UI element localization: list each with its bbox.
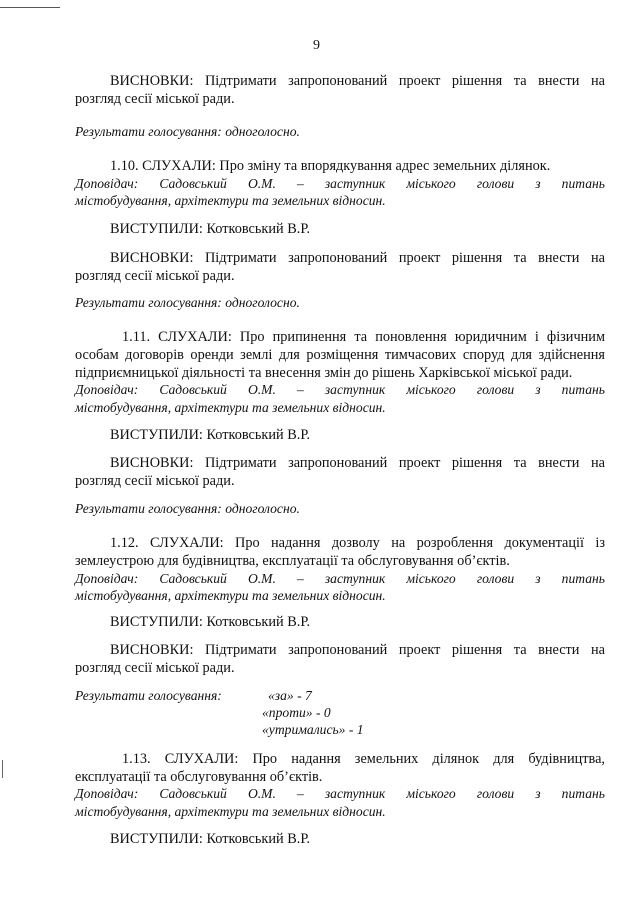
spoke-line: ВИСТУПИЛИ: Котковський В.Р. bbox=[110, 427, 311, 443]
reporter-line: Доповідач: Садовський О.М. – заступник міського голови з питань bbox=[75, 382, 605, 397]
conclusions-line: розгляд сесії міської ради. bbox=[75, 268, 235, 284]
conclusions-line: розгляд сесії міської ради. bbox=[75, 660, 235, 676]
reporter-line: містобудування, архітектури та земельних відносин. bbox=[75, 400, 386, 415]
reporter-line: містобудування, архітектури та земельних відносин. bbox=[75, 588, 386, 603]
vote-for: «за» - 7 bbox=[268, 688, 312, 703]
vote-result: Результати голосування: одноголосно. bbox=[75, 501, 300, 516]
page-number: 9 bbox=[313, 38, 320, 53]
reporter-line: містобудування, архітектури та земельних відносин. bbox=[75, 193, 386, 208]
heard-line: землеустрою для будівництва, експлуатації та обслуговування об’єктів. bbox=[75, 553, 510, 569]
scan-edge-mark bbox=[2, 760, 3, 778]
reporter-line: Доповідач: Садовський О.М. – заступник міського голови з питань bbox=[75, 176, 605, 191]
vote-result: Результати голосування: одноголосно. bbox=[75, 295, 300, 310]
vote-label: Результати голосування: bbox=[75, 688, 222, 703]
heard-line: 1.13. СЛУХАЛИ: Про надання земельних ділянок для будівництва, bbox=[122, 751, 605, 767]
conclusions-line: ВИСНОВКИ: Підтримати запропонований проект рішення та внести на bbox=[110, 250, 605, 266]
conclusions-line: ВИСНОВКИ: Підтримати запропонований проект рішення та внести на bbox=[110, 642, 605, 658]
spoke-line: ВИСТУПИЛИ: Котковський В.Р. bbox=[110, 221, 311, 237]
conclusions-line: розгляд сесії міської ради. bbox=[75, 91, 235, 107]
reporter-line: Доповідач: Садовський О.М. – заступник міського голови з питань bbox=[75, 786, 605, 801]
spoke-line: ВИСТУПИЛИ: Котковський В.Р. bbox=[110, 614, 311, 630]
heard-line: експлуатації та обслуговування об’єктів. bbox=[75, 769, 323, 785]
reporter-line: Доповідач: Садовський О.М. – заступник міського голови з питань bbox=[75, 571, 605, 586]
vote-abstained: «утримались» - 1 bbox=[262, 722, 364, 737]
heard-line: 1.12. СЛУХАЛИ: Про надання дозволу на розроблення документації із bbox=[110, 535, 605, 551]
heard-line: особам договорів оренди землі для розміщення тимчасових споруд для здійснення bbox=[75, 347, 605, 363]
vote-against: «проти» - 0 bbox=[262, 705, 331, 720]
conclusions-line: ВИСНОВКИ: Підтримати запропонований проект рішення та внести на bbox=[110, 73, 605, 89]
conclusions-line: ВИСНОВКИ: Підтримати запропонований проект рішення та внести на bbox=[110, 455, 605, 471]
scan-edge-line bbox=[0, 7, 60, 8]
heard-line: підприємницької діяльності та внесення змін до рішень Харківської міської ради. bbox=[75, 365, 573, 381]
spoke-line: ВИСТУПИЛИ: Котковський В.Р. bbox=[110, 831, 311, 847]
vote-result: Результати голосування: одноголосно. bbox=[75, 124, 300, 139]
reporter-line: містобудування, архітектури та земельних відносин. bbox=[75, 804, 386, 819]
conclusions-line: розгляд сесії міської ради. bbox=[75, 473, 235, 489]
heard-line: 1.11. СЛУХАЛИ: Про припинення та поновлення юридичним і фізичним bbox=[122, 329, 605, 345]
heard-line: 1.10. СЛУХАЛИ: Про зміну та впорядкування адрес земельних ділянок. bbox=[110, 158, 551, 174]
